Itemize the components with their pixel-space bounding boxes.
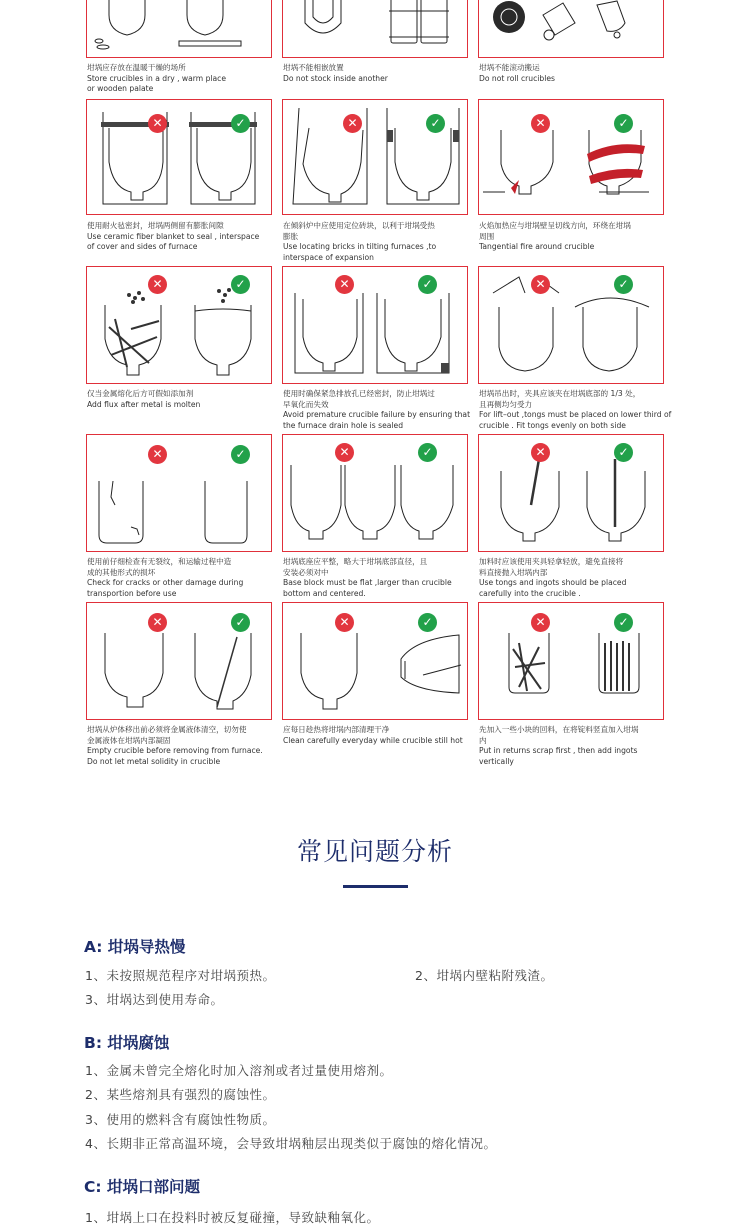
caption-10: 使用前仔细检查有无裂纹，和运输过程中造 成的其他形式的损坏 Check for cracks or other damage during transportion before use — [87, 557, 244, 598]
section-b-item: 2、某些熔剂具有强烈的腐蚀性。 — [85, 1087, 276, 1102]
guide-panel-8 — [282, 266, 468, 384]
correct-icon: ✓ — [231, 275, 250, 294]
section-a-item: 2、坩埚内壁粘附残渣。 — [415, 968, 554, 983]
caption-13: 坩埚从炉体移出前必须将金属液体清空，切勿使 金属液体在坩埚内部凝固 Empty crucible before removing from furnace. Do not let metal solidity in crucible — [87, 725, 263, 766]
guide-panel-2 — [282, 0, 468, 58]
correct-icon: ✓ — [231, 445, 250, 464]
caption-4: 使用耐火毡密封，坩埚两侧留有膨胀间隙 Use ceramic fiber blanket to seal , interspace of cover and sides of furnace — [87, 221, 260, 251]
wrong-icon: ✕ — [148, 275, 167, 294]
caption-11: 坩埚底座应平整，略大于坩埚底部直径，且 安装必须对中 Base block must be flat ,larger than crucible bottom and centered. — [283, 557, 452, 598]
wrong-icon: ✕ — [148, 445, 167, 464]
correct-icon: ✓ — [418, 613, 437, 632]
section-c-item: 1、坩埚上口在投料时被反复碰撞，导致缺釉氧化。 — [85, 1210, 380, 1225]
guide-panel-11 — [282, 434, 468, 552]
section-b-item: 1、金属未曾完全熔化时加入溶剂或者过量使用熔剂。 — [85, 1063, 393, 1078]
guide-panel-14 — [282, 602, 468, 720]
correct-icon: ✓ — [614, 443, 633, 462]
caption-5: 在倾斜炉中应使用定位砖块，以利于坩埚受热 膨胀 Use locating bricks in tilting furnaces ,to interspace of expansion — [283, 221, 437, 262]
section-a-item: 1、未按照规范程序对坩埚预热。 — [85, 968, 276, 983]
correct-icon: ✓ — [614, 275, 633, 294]
wrong-icon: ✕ — [531, 114, 550, 133]
wrong-icon: ✕ — [335, 613, 354, 632]
section-b-heading: B: 坩埚腐蚀 — [84, 1034, 170, 1052]
guide-panel-10 — [86, 434, 272, 552]
section-b-item: 4、长期非正常高温环境，会导致坩埚釉层出现类似于腐蚀的熔化情况。 — [85, 1136, 497, 1151]
wrong-icon: ✕ — [343, 114, 362, 133]
guide-panel-3 — [478, 0, 664, 58]
caption-1: 坩埚应存放在温暖干燥的场所 Store crucibles in a dry , warm place or wooden palate — [87, 63, 227, 93]
guide-panel-6 — [478, 99, 664, 215]
faq-title: 常见问题分析 — [296, 837, 453, 866]
title-divider — [343, 885, 408, 888]
guide-panel-4 — [86, 99, 272, 215]
caption-12: 加料时应该使用夹具轻拿轻放，避免直接将 料直接抛入坩埚内部 Use tongs and ingots should be placed carefully into the crucible . — [479, 557, 627, 598]
section-a-heading: A: 坩埚导热慢 — [84, 938, 186, 956]
correct-icon: ✓ — [614, 613, 633, 632]
caption-8: 使用时确保紧急排放孔已经密封，防止坩埚过 早氧化而失效 Avoid premature crucible failure by ensuring that the furnace drain hole is sealed — [283, 389, 471, 430]
section-a-item: 3、坩埚达到使用寿命。 — [85, 992, 224, 1007]
guide-panel-1 — [86, 0, 272, 58]
guide-panel-9 — [478, 266, 664, 384]
section-b-item: 3、使用的燃料含有腐蚀性物质。 — [85, 1112, 276, 1127]
correct-icon: ✓ — [231, 114, 250, 133]
correct-icon: ✓ — [418, 443, 437, 462]
caption-7: 仅当金属熔化后方可假如添加剂 Add flux after metal is molten — [87, 389, 201, 409]
caption-2: 坩埚不能相嵌放置 Do not stock inside another — [283, 63, 388, 83]
section-c-heading: C: 坩埚口部问题 — [84, 1178, 200, 1196]
guide-panel-12 — [478, 434, 664, 552]
wrong-icon: ✕ — [148, 114, 167, 133]
correct-icon: ✓ — [614, 114, 633, 133]
correct-icon: ✓ — [231, 613, 250, 632]
wrong-icon: ✕ — [148, 613, 167, 632]
correct-icon: ✓ — [418, 275, 437, 294]
caption-9: 坩埚吊出时，夹具应该夹在坩埚底部的 1/3 处， 且再侧均匀受力 For lift–out ,tongs must be placed on lower third of crucible . Fit tongs evenly on both side — [479, 389, 672, 430]
guide-panel-5 — [282, 99, 468, 215]
guide-panel-7 — [86, 266, 272, 384]
caption-14: 应每日趁热将坩埚内部清理干净 Clean carefully everyday while crucible still hot — [283, 725, 463, 745]
guide-panel-13 — [86, 602, 272, 720]
caption-6: 火焰加热应与坩埚壁呈切线方向，环绕在坩埚 周围 Tangential fire around crucible — [479, 221, 631, 251]
caption-15: 先加入一些小块的回料，在将锭料竖直加入坩埚 内 Put in returns scrap first , then add ingots vertically — [479, 725, 639, 766]
correct-icon: ✓ — [426, 114, 445, 133]
wrong-icon: ✕ — [335, 443, 354, 462]
wrong-icon: ✕ — [531, 613, 550, 632]
wrong-icon: ✕ — [335, 275, 354, 294]
caption-3: 坩埚不能滚动搬运 Do not roll crucibles — [479, 63, 555, 83]
wrong-icon: ✕ — [531, 275, 550, 294]
guide-panel-15 — [478, 602, 664, 720]
wrong-icon: ✕ — [531, 443, 550, 462]
